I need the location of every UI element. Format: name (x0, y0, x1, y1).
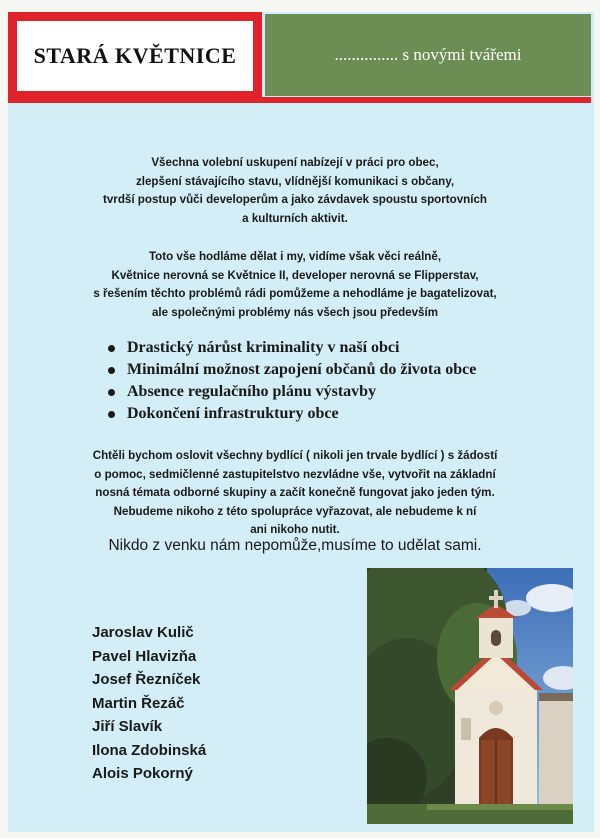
candidate-name: Jiří Slavík (92, 718, 163, 735)
appeal-line: ani nikoho nutit. (250, 523, 340, 536)
problem-item: Absence regulačního plánu výstavby (106, 381, 476, 403)
slogan: Nikdo z venku nám nepomůže,musíme to udělat sami. (108, 537, 482, 554)
candidate-name: Ilona Zdobinská (92, 741, 207, 759)
candidate-list (92, 621, 206, 786)
appeal-paragraph (40, 447, 550, 540)
intro-line: a kulturních aktivit. (242, 211, 348, 225)
problem-list (106, 337, 476, 425)
intro-paragraph (40, 154, 550, 228)
chapel-photo (367, 568, 573, 824)
appeal-line: nosná témata odborné skupiny a začít konečně fungovat jako jeden tým. (95, 486, 495, 499)
realism-line: Toto vše hodláme dělat i my, vidíme však věci reálně, (148, 250, 442, 263)
intro-line: zlepšení stávajícího stavu, vlídnější komunikaci s občany, (135, 174, 455, 188)
realism-line: Květnice nerovná se Květnice II, developer nerovná se Flipperstav, (111, 268, 479, 282)
tagline: ............... s novými tvářemi (334, 45, 522, 64)
appeal-line: Nebudeme nikoho z této spolupráce vyřazovat, ale nebudeme k ní (113, 504, 477, 518)
appeal-line: o pomoc, sedmičlenné zastupitelstvo nezvládne vše, vytvořit na základní (94, 467, 496, 481)
intro-line: Všechna volební uskupení nabízejí v práci pro obec, (151, 156, 439, 169)
realism-line: s řešením těchto problémů rádi pomůžeme a nehodláme je bagatelizovat, (93, 287, 497, 300)
intro-line: tvrdší postup vůči developerům a jako závdavek spoustu sportovních (103, 193, 487, 206)
problem-item: Dokončení infrastruktury obce (106, 403, 476, 425)
tagline-band (265, 14, 591, 96)
problem-item: Minimální možnost zapojení občanů do života obce (106, 359, 476, 381)
realism-line: ale společnými problémy nás všech jsou především (151, 305, 439, 319)
header-divider (8, 97, 591, 103)
candidate-name: Martin Řezáč (92, 694, 185, 712)
problem-item: Drastický nárůst kriminality v naší obci (106, 337, 476, 359)
appeal-line: Chtěli bychom oslovit všechny bydlící ( nikoli jen trvale bydlící ) s žádostí (92, 449, 498, 462)
candidate-name: Josef Řezníček (92, 671, 201, 688)
realism-paragraph (40, 248, 550, 322)
candidate-name: Pavel Hlavizňa (92, 647, 197, 665)
candidate-name: Jaroslav Kulič (92, 624, 194, 641)
candidate-name: Alois Pokorný (92, 765, 193, 782)
page-title: STARÁ KVĚTNICE (17, 21, 253, 91)
